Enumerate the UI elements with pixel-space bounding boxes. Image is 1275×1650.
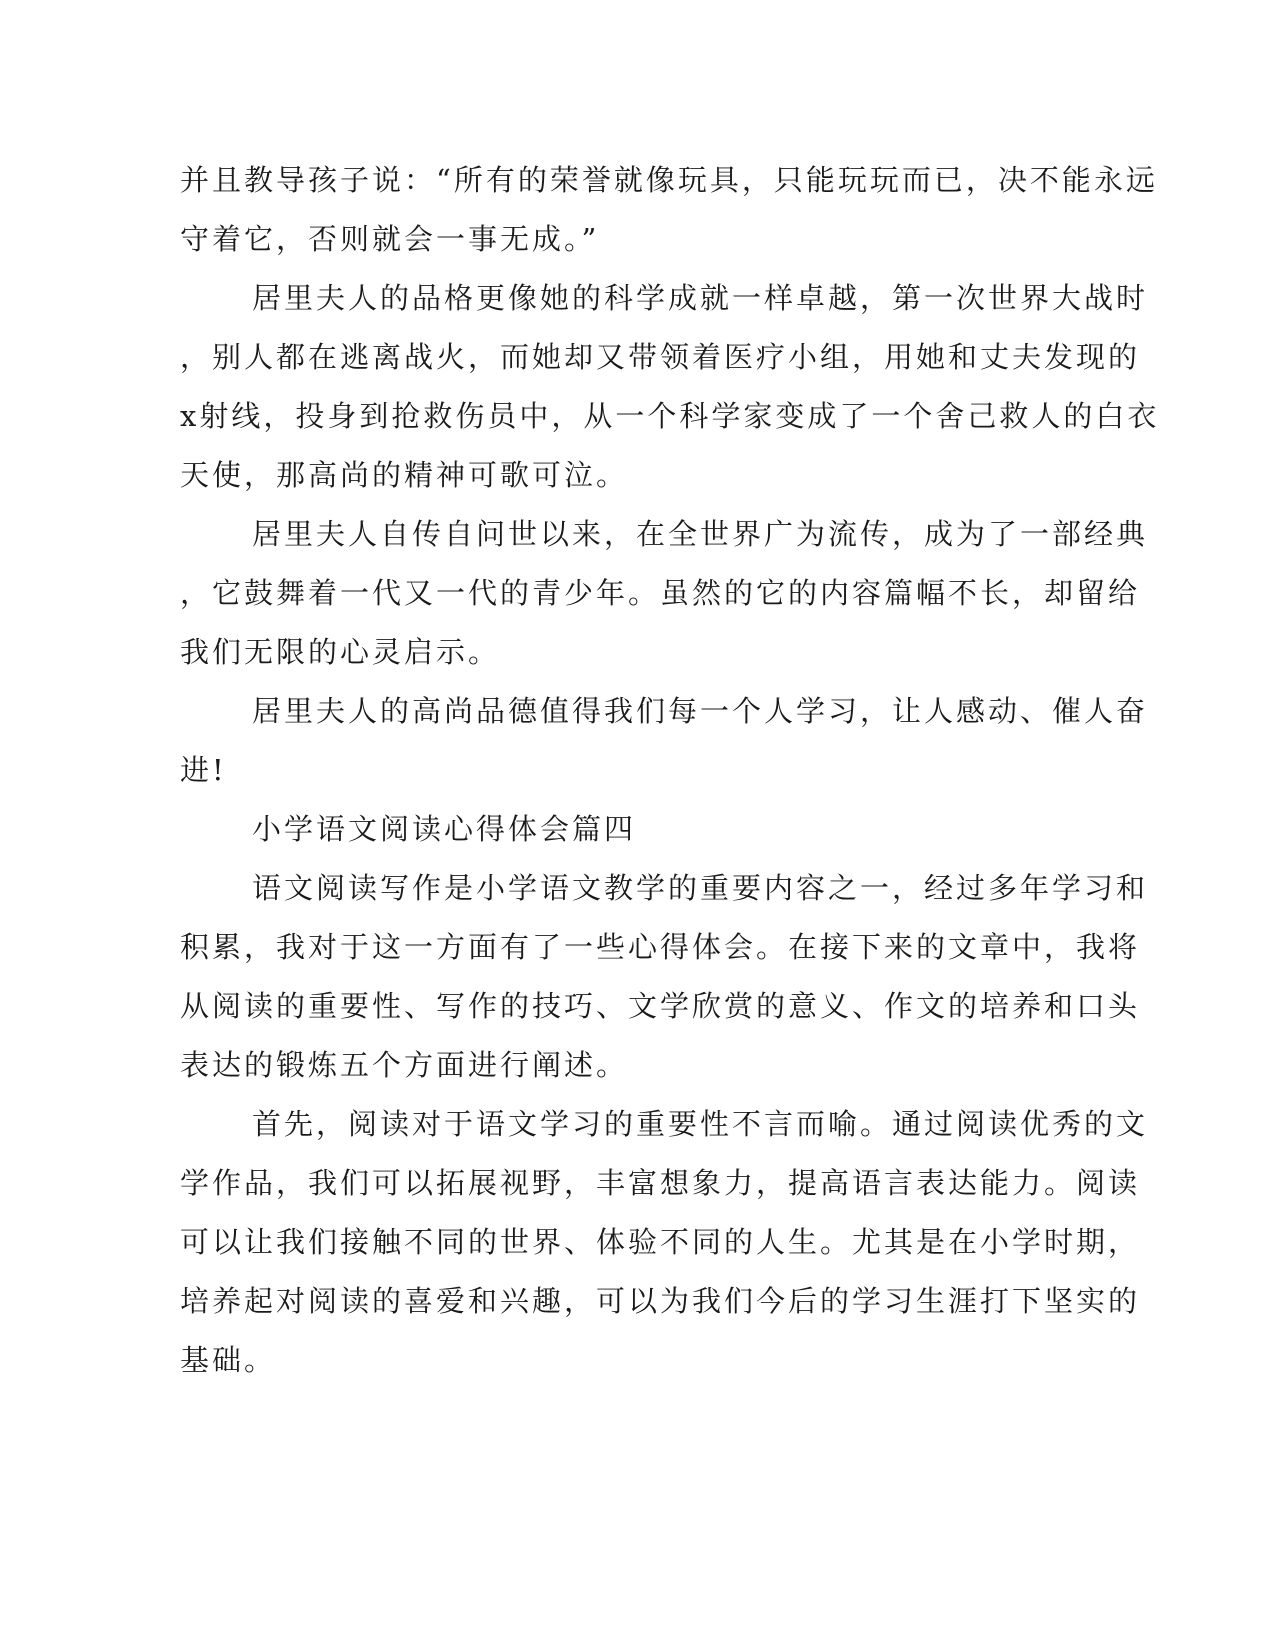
text-line: 从阅读的重要性、写作的技巧、文学欣赏的意义、作文的培养和口头 (180, 989, 1141, 1023)
paragraph-first-line: 首先，阅读对于语文学习的重要性不言而喻。通过阅读优秀的文 (252, 1107, 1149, 1141)
paragraph-first-line: 居里夫人的高尚品德值得我们每一个人学习，让人感动、催人奋 (252, 694, 1149, 728)
paragraph-first-line: 居里夫人的品格更像她的科学成就一样卓越，第一次世界大战时 (252, 281, 1149, 315)
text-line: 学作品，我们可以拓展视野，丰富想象力，提高语言表达能力。阅读 (180, 1166, 1141, 1200)
paragraph-first-line: 居里夫人自传自问世以来，在全世界广为流传，成为了一部经典 (252, 517, 1149, 551)
text-line: x射线，投身到抢救伤员中，从一个科学家变成了一个舍己救人的白衣 (180, 399, 1160, 433)
text-line: 我们无限的心灵启示。 (180, 635, 501, 669)
text-line: 并且教导孩子说：“所有的荣誉就像玩具，只能玩玩而已，决不能永远 (180, 163, 1158, 197)
text-line: 守着它，否则就会一事无成。” (180, 222, 600, 256)
text-line: ，别人都在逃离战火，而她却又带领着医疗小组，用她和丈夫发现的 (180, 340, 1141, 374)
text-line: 积累，我对于这一方面有了一些心得体会。在接下来的文章中，我将 (180, 930, 1141, 964)
text-line: ，它鼓舞着一代又一代的青少年。虽然的它的内容篇幅不长，却留给 (180, 576, 1141, 610)
text-line: 天使，那高尚的精神可歌可泣。 (180, 458, 629, 492)
text-line: 可以让我们接触不同的世界、体验不同的人生。尤其是在小学时期， (180, 1225, 1141, 1259)
text-line: 进! (180, 753, 227, 787)
text-line: 基础。 (180, 1343, 277, 1377)
section-heading: 小学语文阅读心得体会篇四 (252, 812, 637, 846)
text-line: 表达的锻炼五个方面进行阐述。 (180, 1048, 629, 1082)
paragraph-first-line: 语文阅读写作是小学语文教学的重要内容之一，经过多年学习和 (252, 871, 1149, 905)
text-line: 培养起对阅读的喜爱和兴趣，可以为我们今后的学习生涯打下坚实的 (180, 1284, 1141, 1318)
